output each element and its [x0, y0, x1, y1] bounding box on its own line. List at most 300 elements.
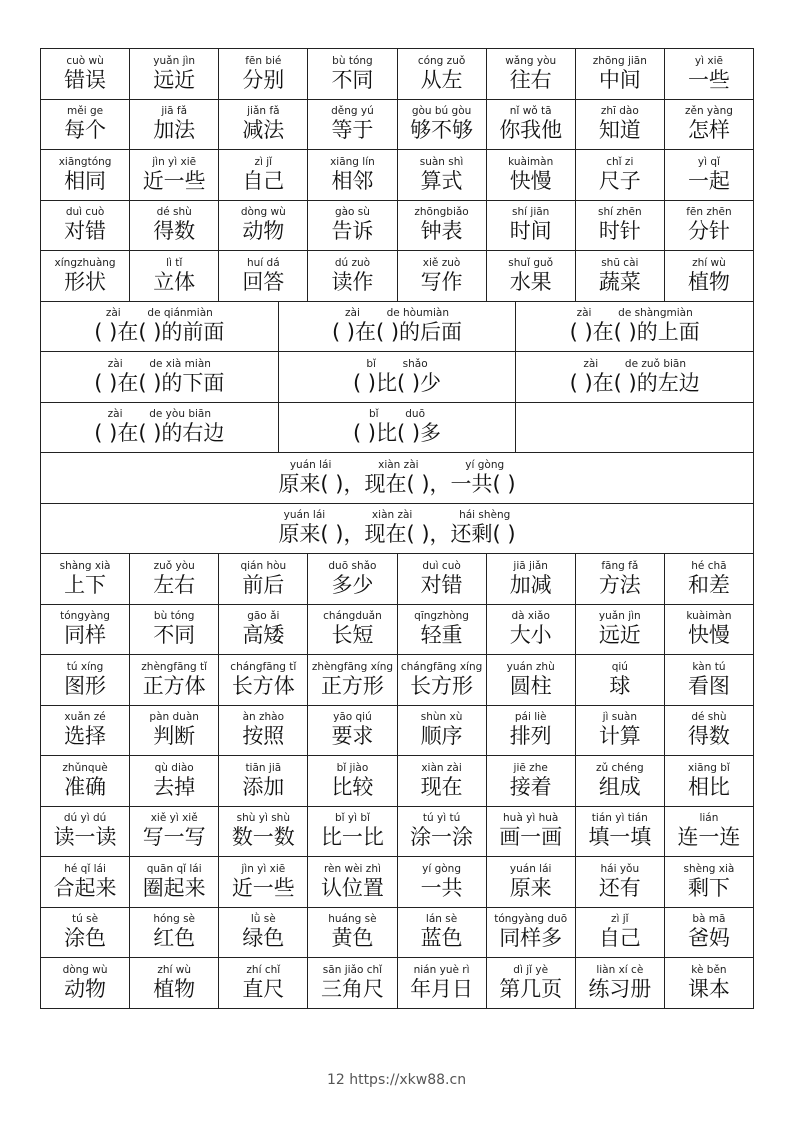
pinyin-text: shuǐ guǒ	[508, 256, 554, 269]
pinyin-text: yāo qiú	[333, 711, 372, 724]
hanzi-text: 动物	[242, 219, 285, 244]
hanzi-text: 涂一涂	[410, 825, 474, 850]
pinyin-text: fēn bié	[245, 54, 282, 67]
pinyin-text: chángfāng xíng	[400, 660, 483, 673]
hanzi-text: 相邻	[331, 168, 374, 193]
pinyin-text: dòng wù	[62, 963, 108, 976]
word-cell	[41, 100, 130, 150]
word-cell	[219, 958, 308, 1008]
hanzi-text: 高矮	[242, 623, 285, 648]
pinyin-text: bà mā	[692, 913, 726, 926]
pinyin-text: yì xiē	[694, 54, 723, 67]
word-row	[41, 150, 754, 201]
pinyin-text: dòng wù	[240, 206, 286, 219]
word-cell	[41, 958, 130, 1008]
sentence-cell	[41, 352, 279, 402]
pinyin-text: gāo ǎi	[247, 610, 280, 623]
word-cell	[665, 706, 754, 756]
pinyin-text: duì cuò	[422, 559, 461, 572]
word-row	[41, 100, 754, 151]
pinyin-text: àn zhào	[242, 711, 285, 724]
pinyin-text: kuàimàn	[686, 610, 732, 623]
hanzi-text: 往右	[509, 67, 552, 92]
hanzi-text: ( )比( )多	[352, 421, 442, 446]
hanzi-text: 远近	[598, 623, 641, 648]
pinyin-text: tián yì tián	[591, 812, 648, 825]
hanzi-text: 加减	[509, 572, 552, 597]
hanzi-text: 写一写	[142, 825, 206, 850]
pinyin-text: shàng xià	[59, 559, 111, 572]
pinyin-text: cuò wù	[66, 54, 104, 67]
hanzi-text: 比较	[331, 774, 374, 799]
word-cell	[41, 756, 130, 806]
word-cell	[308, 49, 397, 99]
pinyin-text: shí jiān	[512, 206, 550, 219]
word-cell	[308, 706, 397, 756]
hanzi-text: 动物	[64, 976, 107, 1001]
pinyin-text: dà xiǎo	[511, 610, 550, 623]
pinyin-text: chángduǎn	[323, 610, 382, 623]
hanzi-text: 画一画	[499, 825, 563, 850]
word-row	[41, 958, 754, 1009]
hanzi-text: 形状	[64, 269, 107, 294]
word-cell	[487, 857, 576, 907]
word-cell	[130, 150, 219, 200]
pinyin-text: bù tóng	[153, 610, 195, 623]
pinyin-text: qiú	[611, 660, 628, 673]
pinyin-text: dé shù	[691, 711, 727, 724]
sentence-row-full	[41, 504, 754, 555]
pinyin-text: fēn zhēn	[686, 206, 732, 219]
word-cell	[665, 958, 754, 1008]
pinyin-text: zěn yàng	[684, 105, 733, 118]
hanzi-text: ( )在( )的前面	[94, 320, 225, 345]
word-cell	[41, 554, 130, 604]
sentence-cell	[279, 302, 517, 352]
hanzi-text: 你我他	[499, 118, 563, 143]
pinyin-text: pái liè	[514, 711, 547, 724]
hanzi-text: 读一读	[53, 825, 117, 850]
word-cell	[219, 49, 308, 99]
word-cell	[487, 655, 576, 705]
pinyin-text: shū cài	[601, 256, 639, 269]
word-cell	[576, 857, 665, 907]
word-cell	[665, 908, 754, 958]
pinyin-text: dú yì dú	[63, 812, 107, 825]
pinyin-text: bù tóng	[332, 54, 373, 67]
word-cell	[487, 807, 576, 857]
pinyin-text: yì qǐ	[697, 155, 720, 168]
pinyin-text: chángfāng tǐ	[230, 660, 297, 673]
word-cell	[398, 251, 487, 301]
word-cell	[308, 605, 397, 655]
word-cell	[41, 150, 130, 200]
hanzi-text: 计算	[598, 724, 641, 749]
pinyin-text: xiāng lín	[330, 155, 375, 168]
hanzi-text: 选择	[64, 724, 107, 749]
pinyin-text: xiě yì xiě	[150, 812, 198, 825]
word-cell	[130, 857, 219, 907]
hanzi-text: 立体	[153, 269, 196, 294]
hanzi-text: 要求	[331, 724, 374, 749]
word-cell	[665, 251, 754, 301]
hanzi-text: 相同	[64, 168, 107, 193]
hanzi-text: 一共	[420, 875, 463, 900]
pinyin-text: suàn shì	[419, 155, 464, 168]
hanzi-text: 第几页	[499, 976, 563, 1001]
hanzi-text: 圆柱	[509, 673, 552, 698]
word-cell	[219, 807, 308, 857]
word-cell	[308, 756, 397, 806]
word-cell	[130, 655, 219, 705]
hanzi-text: 得数	[153, 219, 196, 244]
pinyin-text: rèn wèi zhì	[323, 862, 381, 875]
word-row	[41, 756, 754, 807]
word-cell	[398, 706, 487, 756]
word-cell	[576, 756, 665, 806]
word-cell	[308, 857, 397, 907]
hanzi-text: 和差	[687, 572, 730, 597]
hanzi-text: 错误	[64, 67, 107, 92]
hanzi-text: 相比	[687, 774, 730, 799]
word-cell	[576, 655, 665, 705]
word-cell	[398, 807, 487, 857]
pinyin-text: hái yǒu	[600, 862, 640, 875]
word-cell	[308, 554, 397, 604]
word-cell	[130, 554, 219, 604]
word-cell	[41, 655, 130, 705]
hanzi-text: 圈起来	[142, 875, 206, 900]
word-cell	[130, 251, 219, 301]
hanzi-text: 时间	[509, 219, 552, 244]
word-cell	[487, 100, 576, 150]
word-cell	[576, 554, 665, 604]
word-cell	[576, 605, 665, 655]
hanzi-text: 黄色	[331, 926, 374, 951]
pinyin-text: lián	[699, 812, 719, 825]
word-cell	[665, 756, 754, 806]
word-cell	[219, 908, 308, 958]
pinyin-text: liàn xí cè	[596, 963, 644, 976]
hanzi-text: 蔬菜	[598, 269, 641, 294]
word-cell	[130, 807, 219, 857]
pinyin-text: jiē zhe	[513, 761, 548, 774]
pinyin-text: qù diào	[154, 761, 194, 774]
pinyin-text: zài de yòu biān	[107, 408, 211, 421]
word-cell	[576, 49, 665, 99]
word-cell	[665, 150, 754, 200]
word-cell	[576, 958, 665, 1008]
hanzi-text: 快慢	[509, 168, 552, 193]
hanzi-text: 知道	[598, 118, 641, 143]
pinyin-text: zhōng jiān	[592, 54, 647, 67]
hanzi-text: ( )在( )的左边	[569, 370, 700, 395]
word-cell	[576, 807, 665, 857]
pinyin-text: yuán zhù	[506, 660, 555, 673]
sentence-row	[41, 302, 754, 353]
word-cell	[130, 49, 219, 99]
empty-cell	[516, 403, 754, 453]
word-cell	[665, 49, 754, 99]
word-row	[41, 908, 754, 959]
hanzi-text: 每个	[64, 118, 107, 143]
hanzi-text: ( )在( )的右边	[94, 421, 225, 446]
word-cell	[41, 605, 130, 655]
word-cell	[398, 857, 487, 907]
pinyin-text: zài de hòumiàn	[345, 307, 449, 320]
word-cell	[41, 857, 130, 907]
hanzi-text: 自己	[598, 926, 641, 951]
hanzi-text: 分别	[242, 67, 285, 92]
hanzi-text: 比一比	[320, 825, 384, 850]
pinyin-text: shùn xù	[420, 711, 463, 724]
hanzi-text: 读作	[331, 269, 374, 294]
hanzi-text: 一起	[687, 168, 730, 193]
pinyin-text: fāng fǎ	[601, 559, 639, 572]
hanzi-text: 长方形	[410, 673, 474, 698]
word-row	[41, 201, 754, 252]
word-cell	[487, 958, 576, 1008]
hanzi-text: 近一些	[142, 168, 206, 193]
hanzi-text: 钟表	[420, 219, 463, 244]
pinyin-text: bǐ duō	[368, 408, 426, 421]
pinyin-text: zhǔnquè	[62, 761, 108, 774]
hanzi-text: 快慢	[687, 623, 730, 648]
word-cell	[130, 201, 219, 251]
word-cell	[398, 554, 487, 604]
pinyin-text: tóngyàng duō	[494, 913, 568, 926]
hanzi-text: 数一数	[231, 825, 295, 850]
word-cell	[219, 100, 308, 150]
hanzi-text: 长短	[331, 623, 374, 648]
hanzi-text: 减法	[242, 118, 285, 143]
pinyin-text: yuán lái xiàn zài hái shèng	[283, 509, 511, 522]
pinyin-text: xiāngtóng	[58, 155, 112, 168]
hanzi-text: 球	[609, 673, 631, 698]
hanzi-text: 不同	[153, 623, 196, 648]
pinyin-text: gào sù	[334, 206, 370, 219]
pinyin-text: hé chā	[691, 559, 727, 572]
hanzi-text: 练习册	[588, 976, 652, 1001]
hanzi-text: 现在	[420, 774, 463, 799]
sentence-row	[41, 403, 754, 454]
word-cell	[308, 655, 397, 705]
hanzi-text: 蓝色	[420, 926, 463, 951]
pinyin-text: chǐ zi	[606, 155, 634, 168]
sentence-row	[41, 352, 754, 403]
word-cell	[398, 49, 487, 99]
hanzi-text: 原来	[509, 875, 552, 900]
pinyin-text: xiě zuò	[422, 256, 461, 269]
pinyin-text: huà yì huà	[503, 812, 559, 825]
word-cell	[487, 150, 576, 200]
pinyin-text: huáng sè	[328, 913, 377, 926]
pinyin-text: hé qǐ lái	[64, 862, 106, 875]
word-cell	[576, 706, 665, 756]
hanzi-text: 大小	[509, 623, 552, 648]
word-cell	[487, 554, 576, 604]
hanzi-text: ( )在( )的上面	[569, 320, 700, 345]
word-cell	[308, 807, 397, 857]
hanzi-text: ( )在( )的下面	[94, 370, 225, 395]
hanzi-text: 准确	[64, 774, 107, 799]
hanzi-text: 同样多	[499, 926, 563, 951]
pinyin-text: sān jiǎo chǐ	[322, 963, 383, 976]
word-cell	[398, 605, 487, 655]
pinyin-text: wǎng yòu	[505, 54, 557, 67]
pinyin-text: zhī dào	[600, 105, 639, 118]
pinyin-text: dì jǐ yè	[513, 963, 549, 976]
word-cell	[219, 706, 308, 756]
pinyin-text: quān qǐ lái	[146, 862, 202, 875]
pinyin-text: zài de zuǒ biān	[583, 357, 686, 370]
word-cell	[576, 150, 665, 200]
pinyin-text: pàn duàn	[149, 711, 199, 724]
hanzi-text: 判断	[153, 724, 196, 749]
pinyin-text: dé shù	[156, 206, 192, 219]
hanzi-text: 植物	[153, 976, 196, 1001]
word-cell	[487, 908, 576, 958]
pinyin-text: kè běn	[691, 963, 727, 976]
pinyin-text: qián hòu	[240, 559, 287, 572]
pinyin-text: huí dá	[246, 256, 280, 269]
hanzi-text: 等于	[331, 118, 374, 143]
hanzi-text: 课本	[687, 976, 730, 1001]
hanzi-text: 轻重	[420, 623, 463, 648]
hanzi-text: 植物	[687, 269, 730, 294]
pinyin-text: bǐ jiào	[336, 761, 369, 774]
hanzi-text: 长方体	[231, 673, 295, 698]
word-cell	[308, 201, 397, 251]
pinyin-text: zài de xià miàn	[107, 357, 211, 370]
word-cell	[487, 251, 576, 301]
hanzi-text: 近一些	[231, 875, 295, 900]
word-cell	[398, 655, 487, 705]
pinyin-text: děng yú	[331, 105, 374, 118]
word-cell	[398, 756, 487, 806]
word-cell	[308, 958, 397, 1008]
vocabulary-table	[40, 48, 754, 1009]
word-row	[41, 807, 754, 858]
word-cell	[487, 201, 576, 251]
word-cell	[576, 251, 665, 301]
hanzi-text: 对错	[64, 219, 107, 244]
word-cell	[665, 857, 754, 907]
pinyin-text: zài de qiánmiàn	[105, 307, 213, 320]
word-row	[41, 554, 754, 605]
pinyin-text: duō shǎo	[328, 559, 377, 572]
word-cell	[665, 655, 754, 705]
hanzi-text: 按照	[242, 724, 285, 749]
hanzi-text: 水果	[509, 269, 552, 294]
hanzi-text: 得数	[687, 724, 730, 749]
pinyin-text: bǐ yì bǐ	[334, 812, 370, 825]
hanzi-text: 远近	[153, 67, 196, 92]
pinyin-text: kuàimàn	[508, 155, 554, 168]
hanzi-text: 一些	[687, 67, 730, 92]
pinyin-text: yuán lái	[509, 862, 552, 875]
word-cell	[41, 807, 130, 857]
word-cell	[41, 251, 130, 301]
word-cell	[41, 706, 130, 756]
pinyin-text: zì jǐ	[611, 913, 629, 926]
word-cell	[487, 605, 576, 655]
pinyin-text: zǔ chéng	[595, 761, 644, 774]
sentence-cell	[516, 302, 754, 352]
pinyin-text: kàn tú	[692, 660, 726, 673]
hanzi-text: 顺序	[420, 724, 463, 749]
pinyin-text: tú sè	[72, 913, 99, 926]
hanzi-text: 连一连	[677, 825, 741, 850]
word-cell	[308, 251, 397, 301]
word-cell	[398, 201, 487, 251]
word-row	[41, 706, 754, 757]
pinyin-text: jiā fǎ	[161, 105, 188, 118]
pinyin-text: lì tǐ	[166, 256, 183, 269]
pinyin-text: xíngzhuàng	[54, 256, 116, 269]
pinyin-text: zhōngbiǎo	[414, 206, 469, 219]
hanzi-text: 加法	[153, 118, 196, 143]
word-cell	[130, 100, 219, 150]
word-cell	[308, 150, 397, 200]
word-cell	[665, 554, 754, 604]
pinyin-text: tóngyàng	[60, 610, 110, 623]
hanzi-text: 组成	[598, 774, 641, 799]
hanzi-text: ( )比( )少	[352, 370, 442, 395]
sentence-row-full	[41, 453, 754, 504]
pinyin-text: jiā jiǎn	[513, 559, 548, 572]
hanzi-text: 认位置	[320, 875, 384, 900]
pinyin-text: jì suàn	[602, 711, 637, 724]
word-row	[41, 49, 754, 100]
hanzi-text: 原来( )，现在( )，一共( )	[278, 471, 516, 496]
pinyin-text: yí gòng	[422, 862, 461, 875]
hanzi-text: 去掉	[153, 774, 196, 799]
word-cell	[219, 554, 308, 604]
word-cell	[41, 49, 130, 99]
pinyin-text: zhèngfāng xíng	[311, 660, 394, 673]
sentence-cell	[41, 403, 279, 453]
word-row	[41, 655, 754, 706]
hanzi-text: 够不够	[410, 118, 474, 143]
hanzi-text: 看图	[687, 673, 730, 698]
word-cell	[398, 908, 487, 958]
word-cell	[41, 201, 130, 251]
word-cell	[576, 908, 665, 958]
pinyin-text: cóng zuǒ	[417, 54, 466, 67]
pinyin-text: jiǎn fǎ	[247, 105, 280, 118]
word-cell	[130, 706, 219, 756]
sentence-cell	[516, 352, 754, 402]
hanzi-text: 对错	[420, 572, 463, 597]
pinyin-text: lán sè	[425, 913, 458, 926]
pinyin-text: yuǎn jìn	[153, 54, 196, 67]
hanzi-text: 填一填	[588, 825, 652, 850]
word-cell	[130, 756, 219, 806]
pinyin-text: zhí wù	[692, 256, 726, 269]
hanzi-text: 添加	[242, 774, 285, 799]
word-row	[41, 605, 754, 656]
pinyin-text: xuǎn zé	[64, 711, 106, 724]
word-cell	[576, 100, 665, 150]
hanzi-text: 排列	[509, 724, 552, 749]
word-cell	[219, 857, 308, 907]
sentence-cell-full	[41, 453, 754, 503]
pinyin-text: zhèngfāng tǐ	[141, 660, 208, 673]
page-footer: 12 https://xkw88.cn	[326, 1072, 467, 1088]
pinyin-text: dú zuò	[334, 256, 371, 269]
pinyin-text: měi ge	[67, 105, 104, 118]
